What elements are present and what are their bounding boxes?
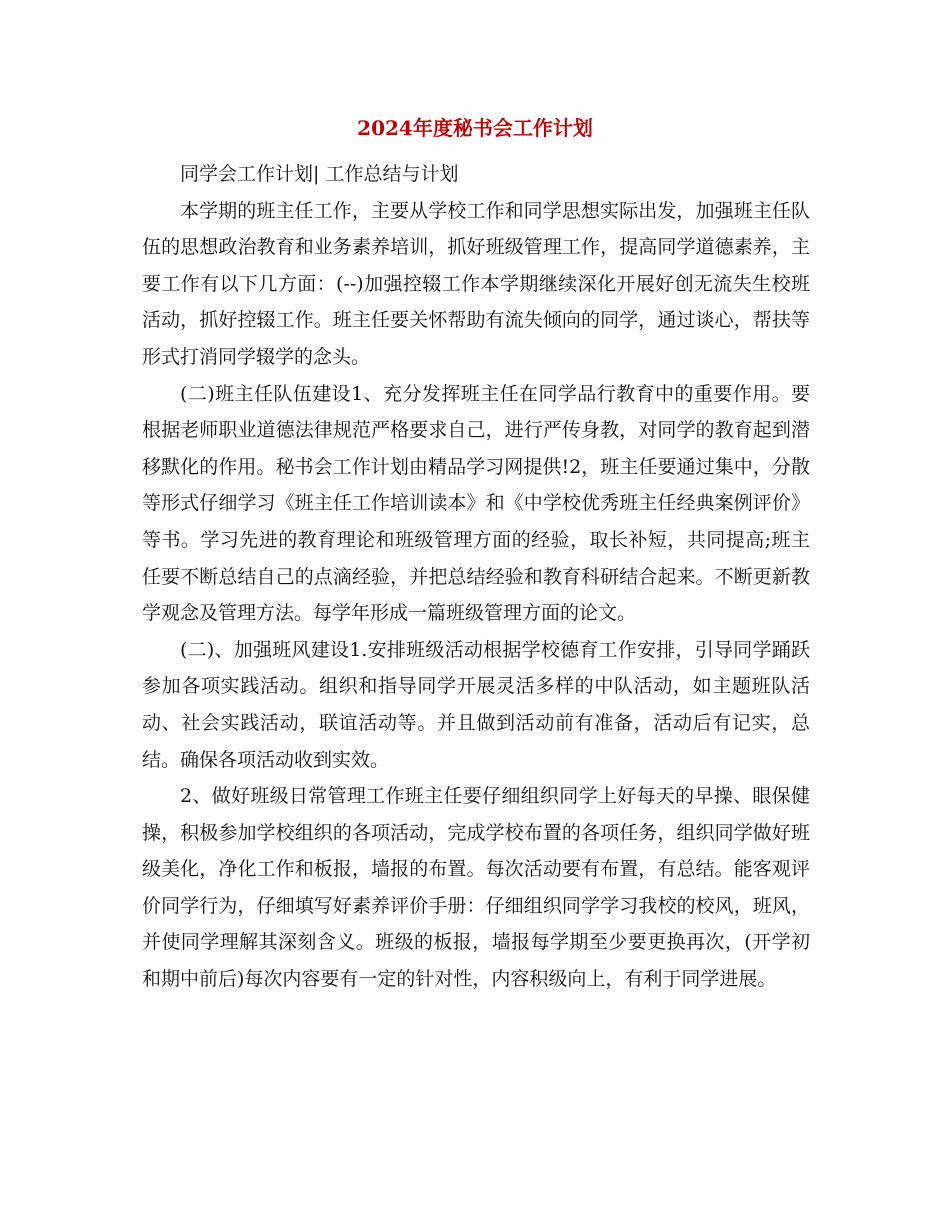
paragraph-1: 本学期的班主任工作，主要从学校工作和同学思想实际出发，加强班主任队伍的思想政治教育和业务素养培训，抓好班级管理工作，提高同学道德素养，主要工作有以下几方面：(--)加强控辍工作本学期继续深化开展好创无流失生校班活动，抓好控辍工作。班主任要关怀帮助有流失倾向的同学，通过谈心，帮扶等形式打消同学辍学的念头。 <box>142 199 810 368</box>
subtitle-line: 同学会工作计划| 工作总结与计划 <box>180 163 459 185</box>
paragraph-2: (二)班主任队伍建设1、充分发挥班主任在同学品行教育中的重要作用。要根据老师职业道德法律规范严格要求自己，进行严传身教，对同学的教育起到潜移默化的作用。秘书会工作计划由精品学习网提供!2，班主任要通过集中，分散等形式仔细学习《班主任工作培训读本》和《中学校优秀班主任经典案例评价》等书。学习先进的教育理论和班级管理方面的经验，取长补短，共同提高;班主任要不断总结自己的点滴经验，并把总结经验和教育科研结合起来。不断更新教学观念及管理方法。每学年形成一篇班级管理方面的论文。 <box>142 382 810 625</box>
document-body <box>142 156 810 998</box>
paragraph-3: (二)、加强班风建设1.安排班级活动根据学校德育工作安排，引导同学踊跃参加各项实践活动。组织和指导同学开展灵活多样的中队活动，如主题班队活动、社会实践活动，联谊活动等。并且做到活动前有准备，活动后有记实，总结。确保各项活动收到实效。 <box>142 638 810 771</box>
paragraph-4: 2、做好班级日常管理工作班主任要仔细组织同学上好每天的早操、眼保健操，积极参加学校组织的各项活动，完成学校布置的各项任务，组织同学做好班级美化，净化工作和板报，墙报的布置。每次活动要有布置，有总结。能客观评价同学行为，仔细填写好素养评价手册：仔细组织同学学习我校的校风，班风，并使同学理解其深刻含义。班级的板报，墙报每学期至少要更换再次，(开学初和期中前后)每次内容要有一定的针对性，内容积级向上，有利于同学进展。 <box>142 785 810 991</box>
document-title: 2024年度秘书会工作计划 <box>357 116 593 140</box>
